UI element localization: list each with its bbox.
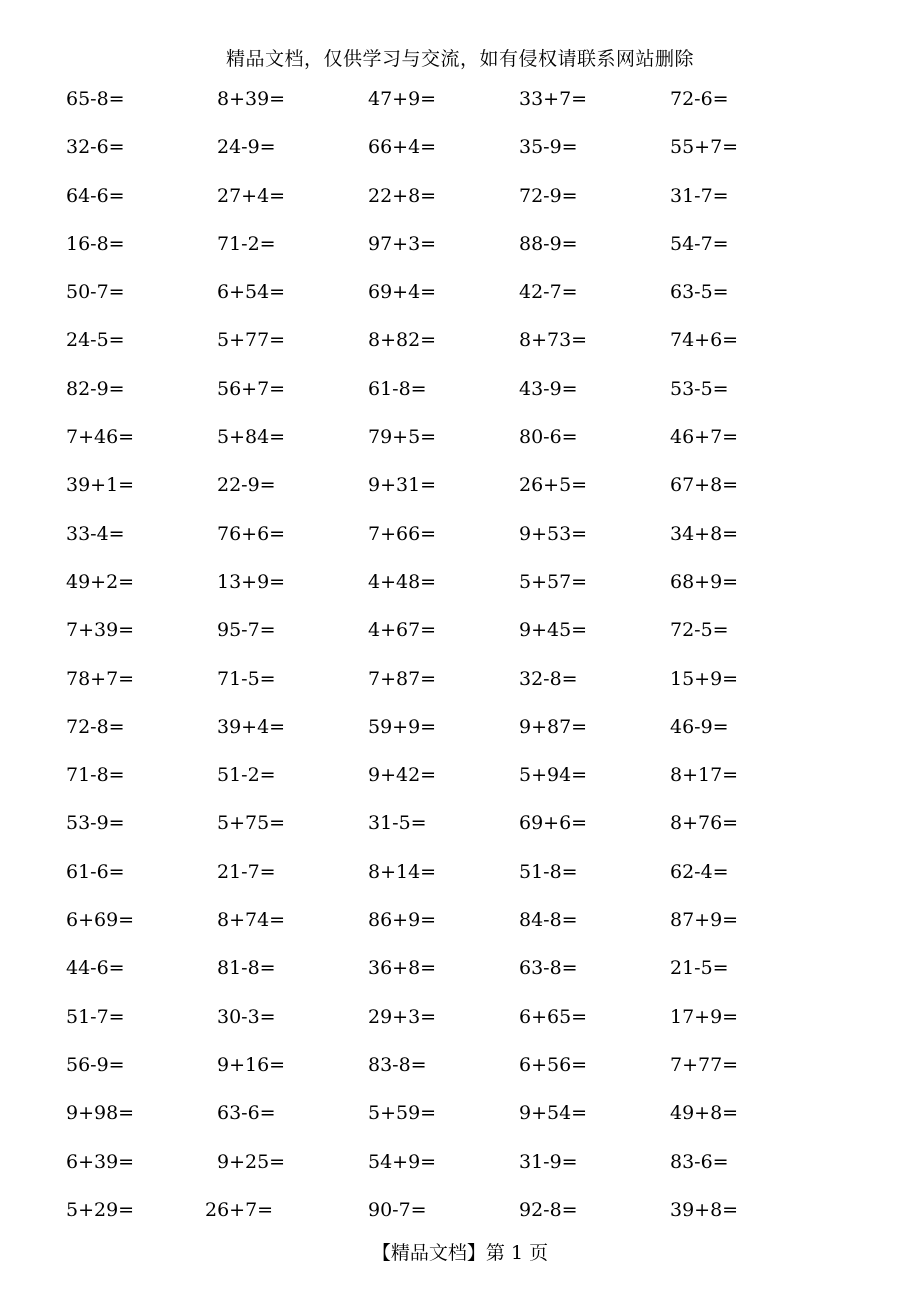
problem-cell: 97+3=: [368, 232, 437, 255]
problem-cell: 8+17=: [670, 764, 739, 787]
problem-cell: 82-9=: [66, 377, 125, 400]
problem-cell: 63-5=: [670, 281, 729, 304]
problem-cell: 67+8=: [670, 474, 739, 497]
problem-cell: 74+6=: [670, 329, 739, 352]
problem-cell: 34+8=: [670, 522, 739, 545]
problem-cell: 31-9=: [519, 1150, 578, 1173]
problem-cell: 21-7=: [217, 860, 276, 883]
problem-cell: 9+53=: [519, 522, 588, 545]
problem-cell: 9+98=: [66, 1102, 135, 1125]
problem-row: [66, 567, 826, 615]
problem-cell: 9+87=: [519, 715, 588, 738]
problem-cell: 95-7=: [217, 619, 276, 642]
problem-cell: 71-5=: [217, 667, 276, 690]
problem-cell: 15+9=: [670, 667, 739, 690]
problem-cell: 39+1=: [66, 474, 135, 497]
problem-cell: 7+77=: [670, 1053, 739, 1076]
problem-cell: 8+76=: [670, 812, 739, 835]
problem-row: [66, 277, 826, 325]
problem-cell: 39+8=: [670, 1198, 739, 1221]
problem-cell: 5+57=: [519, 570, 588, 593]
problem-cell: 72-8=: [66, 715, 125, 738]
problem-cell: 22-9=: [217, 474, 276, 497]
problem-cell: 78+7=: [66, 667, 135, 690]
problem-cell: 5+94=: [519, 764, 588, 787]
problem-row: [66, 615, 826, 663]
problem-row: [66, 519, 826, 567]
problem-cell: 6+69=: [66, 909, 135, 932]
arithmetic-problem-grid: [66, 84, 826, 1243]
problem-cell: 51-8=: [519, 860, 578, 883]
problem-cell: 51-2=: [217, 764, 276, 787]
problem-row: [66, 664, 826, 712]
problem-cell: 4+67=: [368, 619, 437, 642]
problem-cell: 61-8=: [368, 377, 427, 400]
problem-cell: 9+45=: [519, 619, 588, 642]
problem-row: [66, 1098, 826, 1146]
problem-cell: 65-8=: [66, 88, 125, 110]
problem-cell: 72-6=: [670, 88, 729, 110]
problem-cell: 7+87=: [368, 667, 437, 690]
problem-row: [66, 84, 826, 132]
problem-cell: 8+73=: [519, 329, 588, 352]
problem-cell: 83-6=: [670, 1150, 729, 1173]
problem-cell: 30-3=: [217, 1005, 276, 1028]
problem-cell: 88-9=: [519, 232, 578, 255]
problem-cell: 5+77=: [217, 329, 286, 352]
problem-cell: 5+84=: [217, 426, 286, 449]
problem-cell: 7+39=: [66, 619, 135, 642]
problem-cell: 26+5=: [519, 474, 588, 497]
problem-cell: 55+7=: [670, 136, 739, 159]
problem-cell: 54-7=: [670, 232, 729, 255]
problem-cell: 9+31=: [368, 474, 437, 497]
page-footer: 【精品文档】第 1 页: [371, 1242, 549, 1264]
problem-cell: 68+9=: [670, 570, 739, 593]
problem-cell: 8+82=: [368, 329, 437, 352]
problem-cell: 16-8=: [66, 232, 125, 255]
problem-cell: 49+8=: [670, 1102, 739, 1125]
problem-cell: 42-7=: [519, 281, 578, 304]
problem-row: [66, 1002, 826, 1050]
problem-cell: 64-6=: [66, 184, 125, 207]
problem-cell: 72-5=: [670, 619, 729, 642]
problem-cell: 5+59=: [368, 1102, 437, 1125]
problem-cell: 36+8=: [368, 957, 437, 980]
problem-row: [66, 470, 826, 518]
problem-row: [66, 808, 826, 856]
problem-cell: 6+65=: [519, 1005, 588, 1028]
problem-cell: 69+4=: [368, 281, 437, 304]
problem-cell: 29+3=: [368, 1005, 437, 1028]
problem-row: [66, 857, 826, 905]
problem-cell: 56-9=: [66, 1053, 125, 1076]
problem-cell: 26+7=: [205, 1198, 274, 1221]
problem-cell: 21-5=: [670, 957, 729, 980]
problem-row: [66, 712, 826, 760]
problem-cell: 6+39=: [66, 1150, 135, 1173]
problem-row: [66, 1195, 826, 1243]
problem-cell: 69+6=: [519, 812, 588, 835]
page-header: 精品文档，仅供学习与交流，如有侵权请联系网站删除: [225, 48, 694, 70]
problem-cell: 62-4=: [670, 860, 729, 883]
problem-cell: 54+9=: [368, 1150, 437, 1173]
problem-cell: 49+2=: [66, 570, 135, 593]
problem-cell: 80-6=: [519, 426, 578, 449]
problem-cell: 24-9=: [217, 136, 276, 159]
problem-row: [66, 905, 826, 953]
problem-row: [66, 132, 826, 180]
problem-cell: 9+54=: [519, 1102, 588, 1125]
problem-cell: 8+39=: [217, 88, 286, 110]
problem-cell: 6+56=: [519, 1053, 588, 1076]
problem-cell: 90-7=: [368, 1198, 427, 1221]
problem-cell: 8+74=: [217, 909, 286, 932]
problem-cell: 32-8=: [519, 667, 578, 690]
problem-cell: 24-5=: [66, 329, 125, 352]
problem-cell: 7+46=: [66, 426, 135, 449]
problem-cell: 5+29=: [66, 1198, 135, 1221]
problem-cell: 79+5=: [368, 426, 437, 449]
problem-cell: 87+9=: [670, 909, 739, 932]
problem-cell: 27+4=: [217, 184, 286, 207]
problem-cell: 61-6=: [66, 860, 125, 883]
problem-cell: 13+9=: [217, 570, 286, 593]
problem-row: [66, 325, 826, 373]
problem-row: [66, 953, 826, 1001]
problem-cell: 81-8=: [217, 957, 276, 980]
problem-cell: 6+54=: [217, 281, 286, 304]
problem-cell: 31-5=: [368, 812, 427, 835]
problem-cell: 44-6=: [66, 957, 125, 980]
problem-row: [66, 181, 826, 229]
problem-cell: 56+7=: [217, 377, 286, 400]
problem-cell: 86+9=: [368, 909, 437, 932]
problem-cell: 33+7=: [519, 88, 588, 110]
problem-cell: 7+66=: [368, 522, 437, 545]
problem-cell: 84-8=: [519, 909, 578, 932]
problem-cell: 53-9=: [66, 812, 125, 835]
problem-row: [66, 1050, 826, 1098]
problem-cell: 5+75=: [217, 812, 286, 835]
problem-cell: 39+4=: [217, 715, 286, 738]
problem-cell: 31-7=: [670, 184, 729, 207]
problem-cell: 63-6=: [217, 1102, 276, 1125]
problem-cell: 4+48=: [368, 570, 437, 593]
problem-cell: 32-6=: [66, 136, 125, 159]
problem-row: [66, 374, 826, 422]
problem-cell: 76+6=: [217, 522, 286, 545]
problem-cell: 8+14=: [368, 860, 437, 883]
problem-row: [66, 1147, 826, 1195]
problem-cell: 47+9=: [368, 88, 437, 110]
problem-cell: 33-4=: [66, 522, 125, 545]
problem-cell: 46+7=: [670, 426, 739, 449]
problem-cell: 53-5=: [670, 377, 729, 400]
problem-cell: 35-9=: [519, 136, 578, 159]
problem-cell: 71-8=: [66, 764, 125, 787]
problem-cell: 51-7=: [66, 1005, 125, 1028]
problem-cell: 43-9=: [519, 377, 578, 400]
problem-cell: 59+9=: [368, 715, 437, 738]
problem-cell: 22+8=: [368, 184, 437, 207]
problem-row: [66, 760, 826, 808]
problem-cell: 83-8=: [368, 1053, 427, 1076]
problem-cell: 9+25=: [217, 1150, 286, 1173]
problem-cell: 71-2=: [217, 232, 276, 255]
problem-cell: 46-9=: [670, 715, 729, 738]
problem-cell: 17+9=: [670, 1005, 739, 1028]
problem-cell: 72-9=: [519, 184, 578, 207]
problem-cell: 63-8=: [519, 957, 578, 980]
problem-row: [66, 229, 826, 277]
problem-row: [66, 422, 826, 470]
problem-cell: 92-8=: [519, 1198, 578, 1221]
problem-cell: 9+16=: [217, 1053, 286, 1076]
problem-cell: 9+42=: [368, 764, 437, 787]
problem-cell: 50-7=: [66, 281, 125, 304]
problem-cell: 66+4=: [368, 136, 437, 159]
